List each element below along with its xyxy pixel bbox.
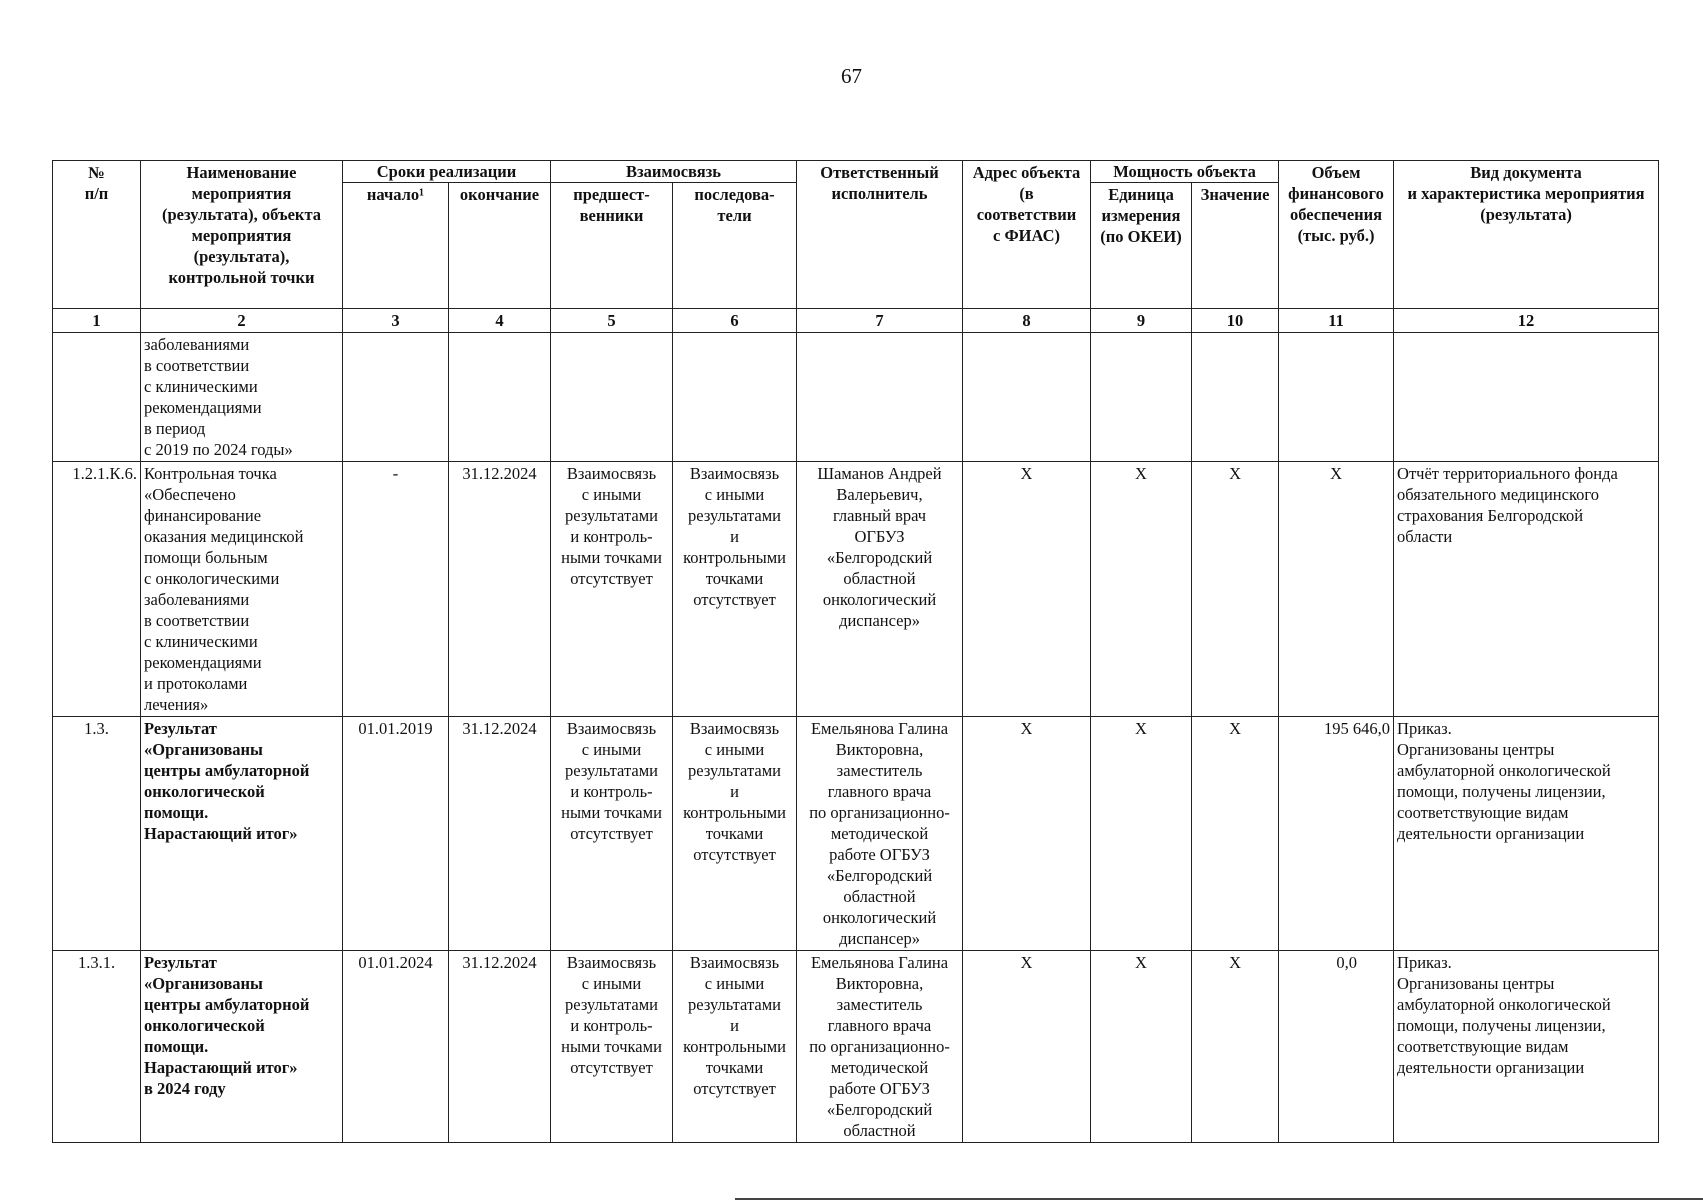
cell-start: - <box>343 462 449 717</box>
cell-unit: X <box>1091 462 1192 717</box>
cell-value: X <box>1192 717 1279 951</box>
header-link: Взаимосвязь <box>551 161 797 183</box>
cell-start: 01.01.2019 <box>343 717 449 951</box>
header-end: окончание <box>449 183 551 309</box>
cell-end: 31.12.2024 <box>449 717 551 951</box>
plan-table <box>52 160 1659 1143</box>
header-responsible: Ответственный исполнитель <box>797 161 963 309</box>
cell-value <box>1192 333 1279 462</box>
cell-name: Результат «Организованы центры амбулаторной онкологической помощи. Нарастающий итог» в 2024 году <box>141 951 343 1143</box>
cell-responsible: Емельянова Галина Викторовна, заместитель главного врача по организационно- методической работе ОГБУЗ «Белгородский областной онкологический диспансер» <box>797 717 963 951</box>
column-number: 5 <box>551 309 673 333</box>
header-name: Наименование мероприятия (результата), объекта мероприятия (результата), контрольной точки <box>141 161 343 309</box>
cell-responsible: Шаманов Андрей Валерьевич, главный врач ОГБУЗ «Белгородский областной онкологический диспансер» <box>797 462 963 717</box>
cell-start: 01.01.2024 <box>343 951 449 1143</box>
table-row <box>53 717 1659 951</box>
table-row <box>53 462 1659 717</box>
cell-finance <box>1279 333 1394 462</box>
cell-start <box>343 333 449 462</box>
cell-num: 1.3.1. <box>53 951 141 1143</box>
cell-document <box>1394 333 1659 462</box>
cell-value: X <box>1192 951 1279 1143</box>
cell-name: Контрольная точка «Обеспечено финансирование оказания медицинской помощи больным с онкологическими заболеваниями в соответствии с клиническими рекомендациями и протоколами лечения» <box>141 462 343 717</box>
cell-value: X <box>1192 462 1279 717</box>
cell-successors <box>673 333 797 462</box>
cell-address: X <box>963 462 1091 717</box>
cell-name: Результат «Организованы центры амбулаторной онкологической помощи. Нарастающий итог» <box>141 717 343 951</box>
column-number: 11 <box>1279 309 1394 333</box>
cell-end: 31.12.2024 <box>449 951 551 1143</box>
header-value: Значение <box>1192 183 1279 309</box>
column-number: 10 <box>1192 309 1279 333</box>
cell-unit: X <box>1091 717 1192 951</box>
cell-address: X <box>963 717 1091 951</box>
table-row <box>53 951 1659 1143</box>
header-capacity: Мощность объекта <box>1091 161 1279 183</box>
header-num: № п/п <box>53 161 141 309</box>
cell-finance: 195 646,0 <box>1279 717 1394 951</box>
header-finance: Объем финансового обеспечения (тыс. руб.) <box>1279 161 1394 309</box>
cell-address <box>963 333 1091 462</box>
header-unit: Единица измерения (по ОКЕИ) <box>1091 183 1192 309</box>
cell-unit <box>1091 333 1192 462</box>
cell-document: Отчёт территориального фонда обязательного медицинского страхования Белгородской области <box>1394 462 1659 717</box>
cell-successors: Взаимосвязь с иными результатами и контрольными точками отсутствует <box>673 462 797 717</box>
cell-name: заболеваниями в соответствии с клиническими рекомендациями в период с 2019 по 2024 годы» <box>141 333 343 462</box>
header-predecessors: предшест- венники <box>551 183 673 309</box>
cell-predecessors <box>551 333 673 462</box>
header-document: Вид документа и характеристика мероприятия (результата) <box>1394 161 1659 309</box>
cell-predecessors: Взаимосвязь с иными результатами и контроль- ными точками отсутствует <box>551 951 673 1143</box>
column-number: 8 <box>963 309 1091 333</box>
table-row <box>53 333 1659 462</box>
page-number: 67 <box>841 64 862 88</box>
cell-num <box>53 333 141 462</box>
cell-num: 1.3. <box>53 717 141 951</box>
cell-address: X <box>963 951 1091 1143</box>
column-number: 12 <box>1394 309 1659 333</box>
header-address: Адрес объекта (в соответствии с ФИАС) <box>963 161 1091 309</box>
cell-document: Приказ. Организованы центры амбулаторной онкологической помощи, получены лицензии, соответствующие видам деятельности организации <box>1394 951 1659 1143</box>
cell-finance: 0,0 <box>1279 951 1394 1143</box>
cell-successors: Взаимосвязь с иными результатами и контрольными точками отсутствует <box>673 717 797 951</box>
column-number: 4 <box>449 309 551 333</box>
column-number-row <box>53 309 1659 333</box>
column-number: 7 <box>797 309 963 333</box>
cell-document: Приказ. Организованы центры амбулаторной онкологической помощи, получены лицензии, соответствующие видам деятельности организации <box>1394 717 1659 951</box>
cell-responsible <box>797 333 963 462</box>
cell-predecessors: Взаимосвязь с иными результатами и контроль- ными точками отсутствует <box>551 717 673 951</box>
header-successors: последова- тели <box>673 183 797 309</box>
column-number: 9 <box>1091 309 1192 333</box>
cell-num: 1.2.1.К.6. <box>53 462 141 717</box>
column-number: 2 <box>141 309 343 333</box>
column-number: 3 <box>343 309 449 333</box>
cell-end <box>449 333 551 462</box>
cell-responsible: Емельянова Галина Викторовна, заместитель главного врача по организационно- методической работе ОГБУЗ «Белгородский областной <box>797 951 963 1143</box>
cell-finance: X <box>1279 462 1394 717</box>
column-number: 6 <box>673 309 797 333</box>
cell-unit: X <box>1091 951 1192 1143</box>
header-terms: Сроки реализации <box>343 161 551 183</box>
header-start: начало¹ <box>343 183 449 309</box>
cell-end: 31.12.2024 <box>449 462 551 717</box>
column-number: 1 <box>53 309 141 333</box>
cell-successors: Взаимосвязь с иными результатами и контрольными точками отсутствует <box>673 951 797 1143</box>
cell-predecessors: Взаимосвязь с иными результатами и контроль- ными точками отсутствует <box>551 462 673 717</box>
